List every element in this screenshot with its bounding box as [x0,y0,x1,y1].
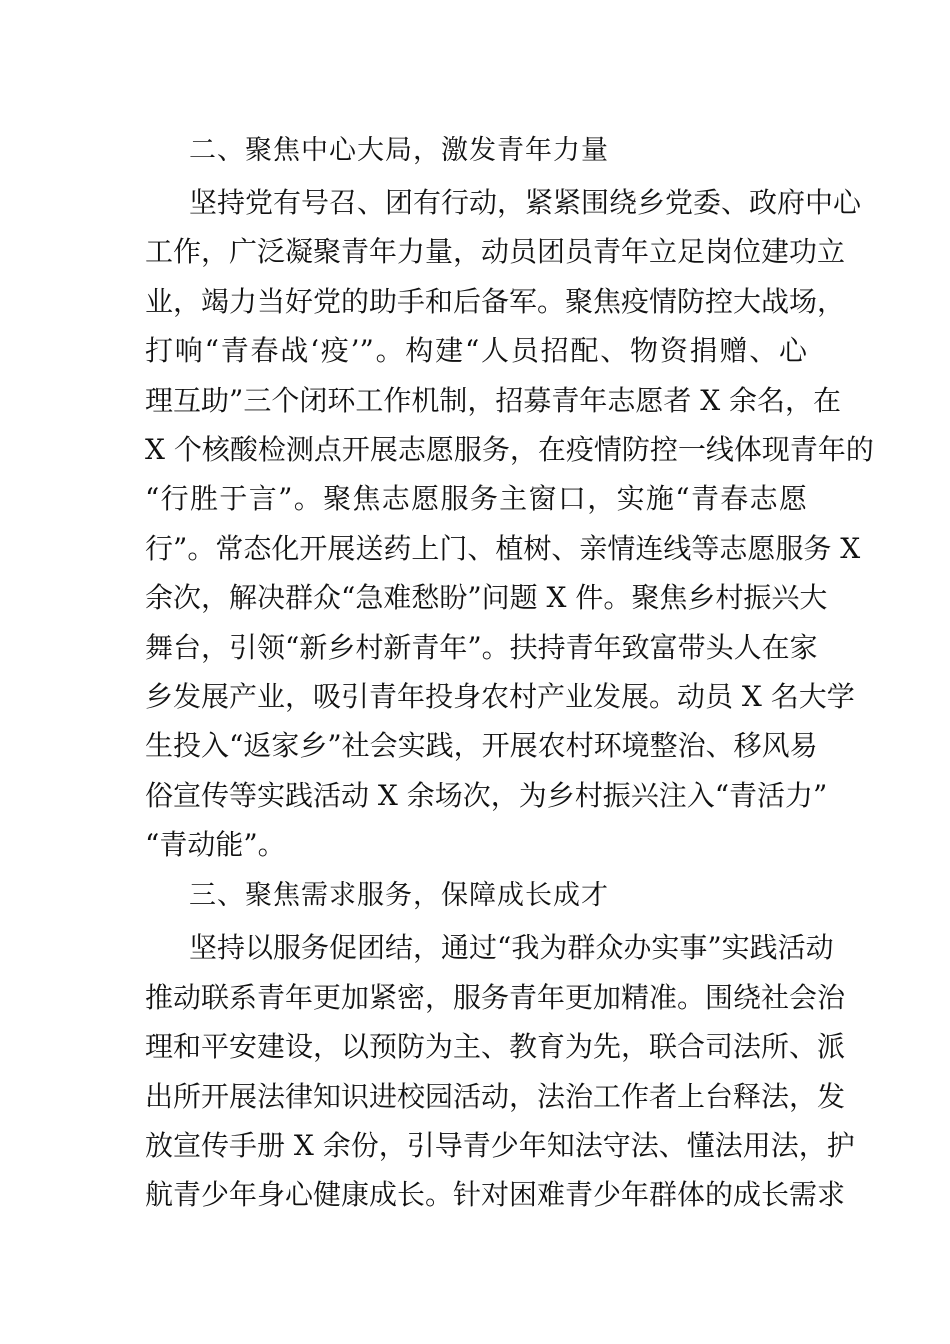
paragraph-line: 乡发展产业，吸引青年投身农村产业发展。动员 X 名大学 [145,679,855,713]
paragraph-line: 工作，广泛凝聚青年力量，动员团员青年立足岗位建功立 [145,235,846,269]
section-paragraph-2 [145,178,874,869]
paragraph-line: 俗宣传等实践活动 X 余场次，为乡村振兴注入“青活力” [145,778,828,812]
paragraph-line: 打响“青春战‘疫’”。构建“人员招配、物资捐赠、心 [145,334,807,368]
paragraph-line: 航青少年身心健康成长。针对困难青少年群体的成长需求 [145,1178,846,1212]
document-body [145,124,874,1220]
paragraph-line: “青动能”。 [145,828,286,862]
paragraph-line: 放宣传手册 X 余份，引导青少年知法守法、懂法用法，护 [145,1129,855,1163]
paragraph-line: X 个核酸检测点开展志愿服务，在疫情防控一线体现青年的 [145,432,874,466]
paragraph-line: 坚持以服务促团结，通过“我为群众办实事”实践活动 [189,931,834,965]
paragraph-line: 业，竭力当好党的助手和后备军。聚焦疫情防控大战场， [145,284,846,318]
paragraph-line: 舞台，引领“新乡村新青年”。扶持青年致富带头人在家 [145,630,818,664]
paragraph-line: “行胜于言”。聚焦志愿服务主窗口，实施“青春志愿 [145,482,807,516]
paragraph-line: 理和平安建设，以预防为主、教育为先，联合司法所、派 [145,1030,846,1064]
paragraph-line: 理互助”三个闭环工作机制，招募青年志愿者 X 余名，在 [145,383,842,417]
paragraph-line: 生投入“返家乡”社会实践，开展农村环境整治、移风易 [145,729,818,763]
section-heading-3: 三、聚焦需求服务，保障成长成才 [189,880,609,912]
paragraph-line: 出所开展法律知识进校园活动，法治工作者上台释法，发 [145,1079,846,1113]
paragraph-line: 余次，解决群众“急难愁盼”问题 X 件。聚焦乡村振兴大 [145,581,828,615]
paragraph-line: 推动联系青年更加紧密，服务青年更加精准。围绕社会治 [145,980,846,1014]
paragraph-line: 坚持党有号召、团有行动，紧紧围绕乡党委、政府中心 [189,186,862,219]
section-paragraph-3 [145,923,855,1219]
paragraph-line: 行”。常态化开展送药上门、植树、亲情连线等志愿服务 X [145,531,861,565]
section-heading-2: 二、聚焦中心大局，激发青年力量 [189,135,609,166]
